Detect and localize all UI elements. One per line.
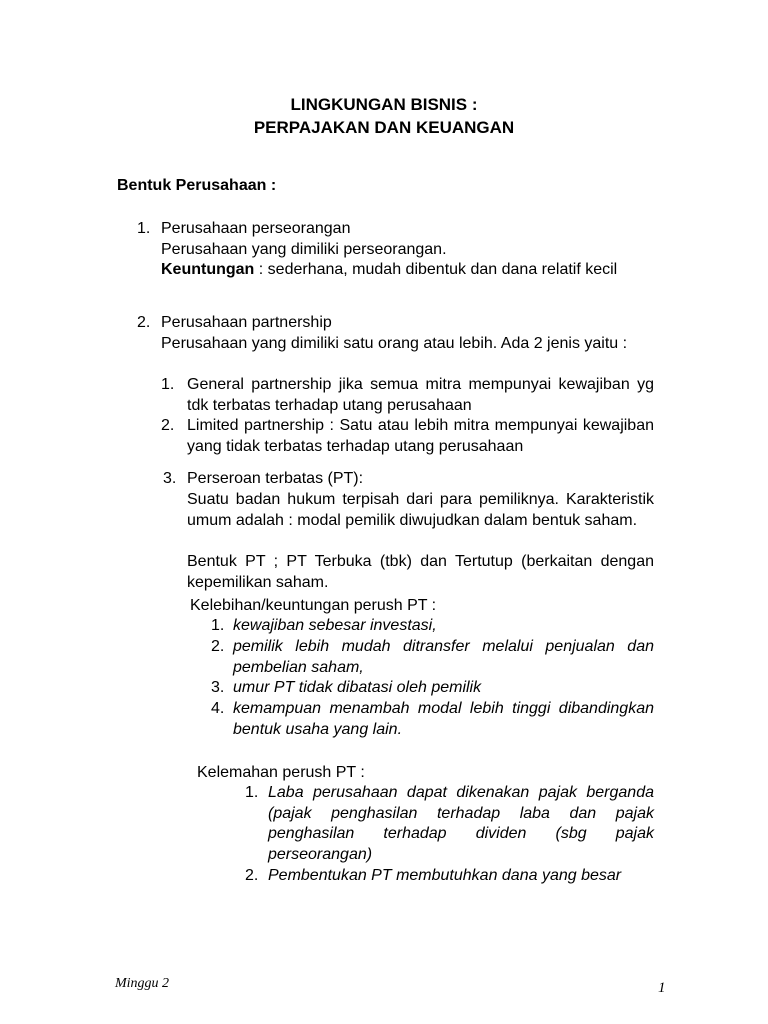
- item2-block: [161, 313, 654, 354]
- kelemahan1-number: 1.: [245, 784, 259, 801]
- item1-number: 1.: [137, 220, 151, 237]
- item1-keuntungan-text: : sederhana, mudah dibentuk dan dana relatif kecil: [254, 261, 618, 278]
- item2-desc: Perusahaan yang dimiliki satu orang atau lebih. Ada 2 jenis yaitu :: [161, 334, 628, 352]
- kelemahan2-number: 2.: [245, 867, 259, 884]
- kelebihan4-number: 4.: [211, 700, 225, 717]
- kelebihan3-text: umur PT tidak dibatasi oleh pemilik: [233, 679, 482, 696]
- item1-keuntungan-label: Keuntungan: [161, 261, 255, 278]
- item2-number: 2.: [137, 314, 151, 331]
- item3-number: 3.: [163, 470, 177, 487]
- page-number: 1: [658, 980, 666, 996]
- item3-name: Perseroan terbatas (PT):: [187, 470, 364, 487]
- kelebihan2-number: 2.: [211, 638, 225, 655]
- item1-desc: Perusahaan yang dimiliki perseorangan.: [161, 240, 447, 258]
- kelemahan-label: Kelemahan perush PT :: [197, 764, 365, 781]
- kelemahan1-text: Laba perusahaan dapat dikenakan pajak berganda (pajak penghasilan terhadap laba dan pajak penghasilan terhadap dividen (sbg pajak perseorangan): [268, 784, 654, 863]
- kelebihan1-text: kewajiban sebesar investasi,: [233, 617, 437, 634]
- page-title-line1: LINGKUNGAN BISNIS :: [290, 95, 478, 114]
- kelemahan2-text: Pembentukan PT membutuhkan dana yang besar: [268, 867, 622, 884]
- item3-desc2: Bentuk PT ; PT Terbuka (tbk) dan Tertutup (berkaitan dengan kepemilikan saham.: [187, 553, 654, 591]
- item3-desc1: Suatu badan hukum terpisah dari para pemiliknya. Karakteristik umum adalah : modal pemilik diwujudkan dalam bentuk saham.: [187, 491, 654, 529]
- item2-sub1-number: 1.: [161, 376, 175, 393]
- item2-sub2-number: 2.: [161, 417, 175, 434]
- item2-sub1-text: General partnership jika semua mitra mempunyai kewajiban yg tdk terbatas terhadap utang perusahaan: [187, 376, 654, 414]
- page-title-line2: PERPAJAKAN DAN KEUANGAN: [253, 118, 515, 137]
- item2-sub2-text: Limited partnership : Satu atau lebih mitra mempunyai kewajiban yang tidak terbatas terhadap utang perusahaan: [187, 417, 654, 455]
- footer-week-label: Minggu 2: [115, 976, 170, 991]
- kelebihan4-text: kemampuan menambah modal lebih tinggi dibandingkan bentuk usaha yang lain.: [233, 700, 654, 738]
- kelebihan-label: Kelebihan/keuntungan perush PT :: [190, 597, 437, 614]
- section-heading: Bentuk Perusahaan :: [117, 177, 277, 194]
- item1-name: Perusahaan perseorangan: [161, 220, 351, 237]
- kelebihan2-text: pemilik lebih mudah ditransfer melalui penjualan dan pembelian saham,: [233, 638, 654, 676]
- kelebihan1-number: 1.: [211, 617, 225, 634]
- item2-name: Perusahaan partnership: [161, 314, 332, 331]
- item1-block: [161, 219, 654, 281]
- kelebihan3-number: 3.: [211, 679, 225, 696]
- item1-keuntungan: [161, 260, 654, 281]
